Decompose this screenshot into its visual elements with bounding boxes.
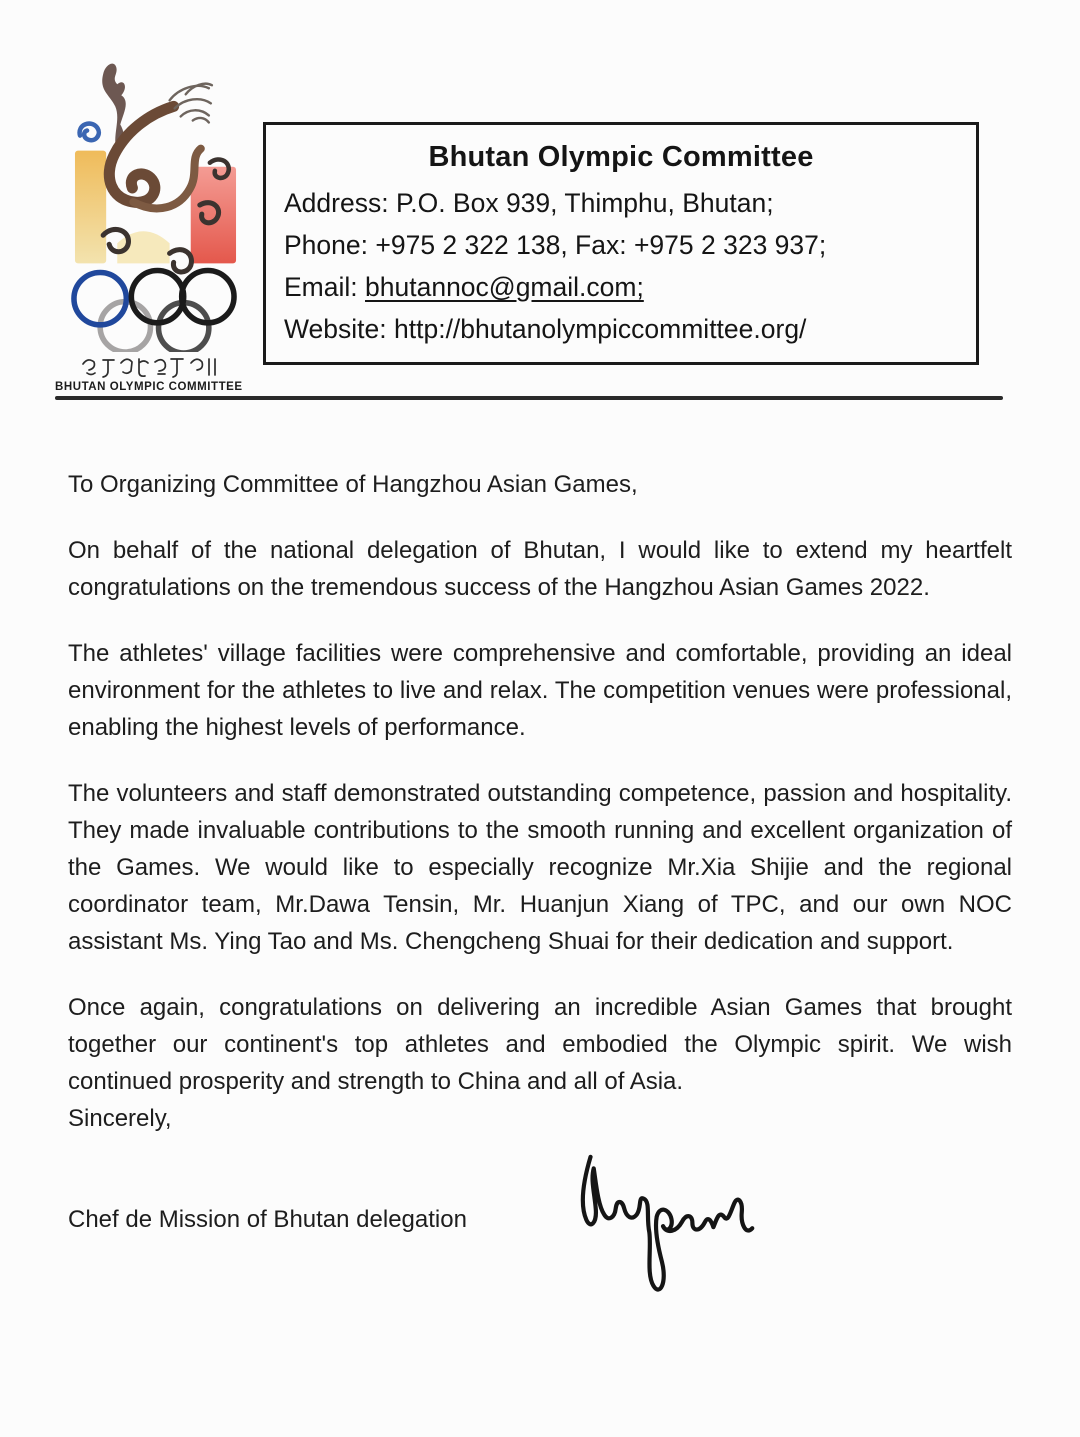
email-link[interactable]: bhutannoc@gmail.com; (365, 272, 644, 302)
logo-caption: BHUTAN OLYMPIC COMMITTEE (55, 381, 243, 393)
bhutan-dragon-olympic-rings-logo (55, 50, 255, 352)
address-line (284, 182, 958, 224)
closing: Sincerely, (68, 1105, 172, 1132)
website-line (284, 308, 958, 350)
boc-logo-block (55, 50, 255, 393)
signoff-title: Chef de Mission of Bhutan delegation (68, 1206, 467, 1233)
address-value: P.O. Box 939, Thimphu, Bhutan; (395, 188, 774, 218)
salutation: To Organizing Committee of Hangzhou Asian Games, (68, 471, 638, 498)
phone-line (284, 224, 958, 266)
band-red (191, 167, 236, 264)
letter-paragraph: On behalf of the national delegation of Bhutan, I would like to extend my heartfelt congratulations on the tremendous success of the Hangzhou Asian Games 2022. (68, 537, 1012, 601)
handwritten-signature (558, 1149, 768, 1319)
letterhead-divider (55, 396, 1003, 400)
letter-body (68, 466, 1012, 1353)
website-value: http://bhutanolympiccommittee.org/ (394, 314, 807, 344)
letter-paragraph: Once again, congratulations on delivering an incredible Asian Games that brought together our continent's top athletes and embodied the Olympic spirit. We wish continued prosperity and strength to China and all of Asia. (68, 994, 1012, 1095)
phone-value: +975 2 322 138, Fax: +975 2 323 937; (375, 230, 827, 260)
letter-paragraph: The athletes' village facilities were comprehensive and comfortable, providing an ideal environment for the athletes to live and relax. The competition venues were professional, enabling the highest levels of performance. (68, 640, 1012, 741)
email-line (284, 266, 958, 308)
band-yellow (75, 151, 106, 264)
address-label: Address: (284, 188, 389, 218)
phone-label: Phone: (284, 230, 368, 260)
signature-block (68, 1163, 1012, 1353)
blue-curl (80, 124, 99, 141)
letterhead-contact-box (263, 122, 979, 365)
olympic-rings (74, 270, 234, 352)
org-title: Bhutan Olympic Committee (428, 141, 814, 173)
website-label: Website: (284, 314, 387, 344)
dzongkha-script-text (79, 354, 255, 380)
email-label: Email: (284, 272, 358, 302)
letter-paragraph: The volunteers and staff demonstrated outstanding competence, passion and hospitality. They made invaluable contributions to the smooth running and excellent organization of the Games. We would like to especially recognize Mr.Xia Shijie and the regional coordinator team, Mr.Dawa Tensin, Mr. Huanjun Xiang of TPC, and our own NOC assistant Ms. Ying Tao and Ms. Chengcheng Shuai for their dedication and support. (68, 780, 1012, 955)
